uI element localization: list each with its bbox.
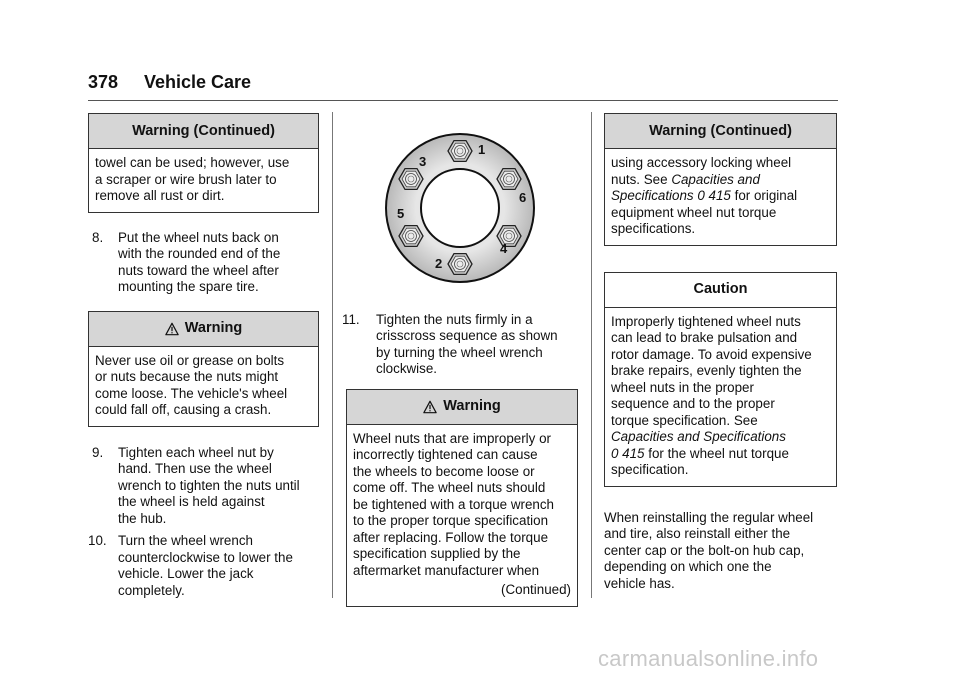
- step-line: Put the wheel nuts back on: [118, 229, 279, 245]
- warning-box: [346, 389, 578, 607]
- caution-text-line: brake repairs, evenly tighten the: [611, 363, 802, 378]
- step-10: [88, 533, 319, 599]
- step-9: [88, 445, 319, 528]
- warning-text-line: after replacing. Follow the torque: [353, 529, 549, 545]
- warning-text-line: a scraper or wire brush later to: [95, 171, 277, 187]
- closing-paragraph: [604, 510, 837, 593]
- warning-text-line: using accessory locking wheel: [611, 155, 792, 170]
- warning-text-line: specification supplied by the: [353, 546, 521, 561]
- warning-text-line: incorrectly tightened can cause: [353, 447, 538, 462]
- warning-text-line: to the proper torque specification: [353, 513, 549, 528]
- wheel-nut: [497, 169, 521, 190]
- warning-text-line: be tightened with a torque wrench: [353, 496, 554, 512]
- wheel-nut: [399, 169, 423, 190]
- step-8: [88, 230, 319, 296]
- caution-text-line: rotor damage. To avoid expensive: [611, 346, 812, 362]
- warning-text-line: or nuts because the nuts might: [95, 369, 279, 384]
- step-line: wrench to tighten the nuts until: [118, 477, 300, 493]
- warning-continued-title: Warning (Continued): [89, 114, 318, 149]
- watermark: carmanualsonline.info: [598, 646, 819, 671]
- middle-column: [342, 126, 578, 607]
- caution-box: [604, 272, 837, 487]
- step-line: Tighten each wheel nut by: [118, 444, 274, 460]
- nut-label-5: 5: [397, 206, 405, 221]
- step-line: Tighten the nuts firmly in a: [376, 311, 533, 327]
- warning-text-line: equipment wheel nut torque: [611, 204, 777, 220]
- step-number: 10.: [88, 533, 107, 548]
- caution-text-line: Improperly tightened wheel nuts: [611, 313, 801, 329]
- warning-title: Warning: [443, 398, 501, 415]
- nut-label-4: 4: [500, 241, 508, 256]
- nut-label-2: 2: [435, 256, 443, 271]
- warning-text-line: Wheel nuts that are improperly or: [353, 430, 551, 446]
- paragraph-line: When reinstalling the regular wheel: [604, 509, 814, 525]
- warning-continued-title: Warning (Continued): [605, 114, 836, 149]
- caution-text-line: torque specification. See: [611, 412, 758, 428]
- step-number: 9.: [92, 444, 104, 460]
- page-number: 378: [88, 72, 119, 92]
- cross-reference-link[interactable]: Specifications: [611, 188, 694, 203]
- warning-text-line: come off. The wheel nuts should: [353, 480, 546, 495]
- warning-heading: [89, 312, 318, 347]
- column-divider: [332, 112, 333, 598]
- warning-text-line: towel can be used; however, use: [95, 155, 290, 170]
- wheel-nut: [399, 226, 423, 247]
- warning-title: Warning: [184, 320, 243, 337]
- wheel-nut: [448, 254, 472, 275]
- continued-label: (Continued): [501, 582, 571, 597]
- step-line: the hub.: [118, 510, 167, 526]
- step-line: clockwise.: [376, 361, 438, 376]
- page-reference[interactable]: 0 415: [611, 445, 645, 461]
- step-line: by turning the wheel wrench: [376, 344, 543, 360]
- page-header: [88, 72, 838, 101]
- step-line: completely.: [118, 582, 185, 598]
- step-line: vehicle. Lower the jack: [118, 566, 254, 581]
- warning-triangle-icon: [423, 400, 437, 414]
- warning-triangle-icon: [165, 322, 179, 336]
- step-line: mounting the spare tire.: [118, 279, 259, 294]
- page-reference[interactable]: 0 415: [697, 188, 731, 203]
- warning-text-line: Never use oil or grease on bolts: [95, 352, 285, 368]
- left-column: [88, 113, 319, 599]
- warning-text-line: specifications.: [611, 221, 696, 236]
- step-number: 11.: [342, 311, 360, 327]
- warning-text-line: aftermarket manufacturer when: [353, 562, 540, 578]
- page-title: Vehicle Care: [144, 72, 252, 92]
- nut-label-6: 6: [519, 190, 527, 205]
- step-line: crisscross sequence as shown: [376, 328, 558, 343]
- cross-reference-link[interactable]: Capacities and Specifications: [611, 429, 786, 444]
- right-column: [604, 113, 837, 592]
- step-line: counterclockwise to lower the: [118, 549, 293, 565]
- caution-text-line: [611, 446, 830, 463]
- step-11: [342, 311, 578, 378]
- step-number: 8.: [92, 229, 104, 245]
- warning-continued-box: [88, 113, 319, 213]
- caution-text-line: sequence and to the proper: [611, 396, 775, 411]
- step-line: with the rounded end of the: [118, 246, 281, 261]
- cross-reference-link[interactable]: Capacities and: [671, 171, 760, 187]
- text-segment: for original: [730, 188, 798, 203]
- text-segment: for the wheel nut torque: [644, 445, 789, 461]
- text-segment: nuts. See: [611, 171, 672, 187]
- warning-box: [88, 311, 319, 427]
- warning-text-line: could fall off, causing a crash.: [95, 402, 272, 417]
- nut-label-3: 3: [419, 154, 427, 169]
- warning-text-line: the wheels to become loose or: [353, 463, 535, 479]
- caution-text-line: can lead to brake pulsation and: [611, 330, 798, 345]
- caution-title: Caution: [605, 273, 836, 308]
- step-line: the wheel is held against: [118, 494, 265, 509]
- warning-text-line: [611, 172, 830, 189]
- warning-heading: [347, 390, 577, 425]
- paragraph-line: center cap or the bolt-on hub cap,: [604, 542, 805, 558]
- paragraph-line: and tire, also reinstall either the: [604, 526, 791, 541]
- step-line: Turn the wheel wrench: [118, 533, 253, 548]
- caution-text-line: wheel nuts in the proper: [611, 379, 754, 395]
- wheel-nut-sequence-diagram: [346, 126, 578, 296]
- wheel-nut: [448, 141, 472, 162]
- step-line: nuts toward the wheel after: [118, 262, 279, 278]
- column-divider: [591, 112, 592, 598]
- warning-text-line: come loose. The vehicle's wheel: [95, 385, 288, 401]
- warning-text-line: [611, 188, 830, 205]
- paragraph-line: depending on which one the: [604, 559, 772, 574]
- nut-label-1: 1: [478, 142, 486, 157]
- warning-continued-box: [604, 113, 837, 246]
- step-line: hand. Then use the wheel: [118, 461, 272, 476]
- paragraph-line: vehicle has.: [604, 575, 675, 591]
- warning-text-line: remove all rust or dirt.: [95, 188, 225, 203]
- caution-text-line: specification.: [611, 462, 689, 477]
